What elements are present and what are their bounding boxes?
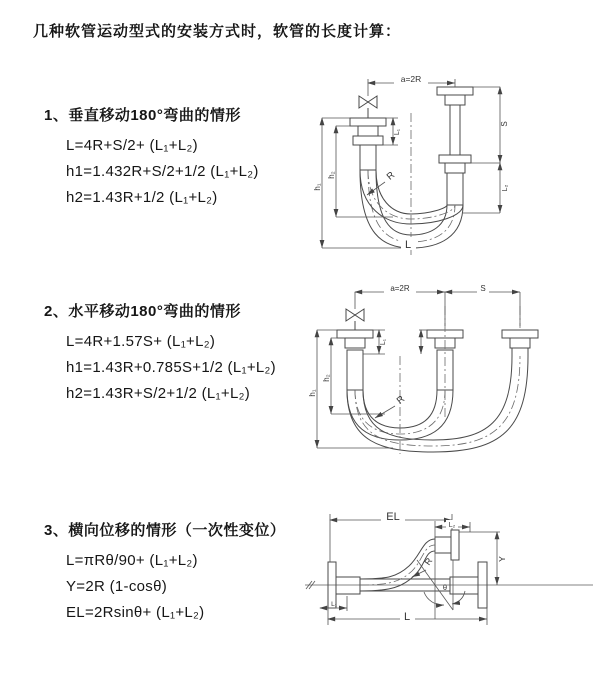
hose-u-bend — [360, 170, 463, 248]
dim-label-l2: L₂ — [448, 522, 456, 529]
formula-h2: h2=1.43R+S/2+1/2 (L₁+L₂) — [66, 385, 251, 402]
dim-tick-middle — [419, 330, 427, 354]
page-title: 几种软管运动型式的安装方式时，软管的长度计算： — [33, 23, 402, 40]
dim-l1 — [320, 596, 347, 611]
dim-l1 — [376, 118, 401, 145]
dim-label-l2: L₂ — [502, 184, 509, 192]
dim-l2 — [463, 163, 509, 213]
dim-el — [330, 510, 452, 562]
formula-length: L=πRθ/90+ (L₁+L₂) — [66, 552, 198, 569]
formula-h2: h2=1.43R+1/2 (L₁+L₂) — [66, 189, 218, 206]
left-pipe-assembly — [337, 330, 373, 390]
formula-y: Y=2R (1-cosθ) — [66, 578, 168, 595]
radius-label: R — [422, 555, 435, 568]
dim-label-a2r: a=2R — [390, 284, 410, 293]
dim-label-s: S — [500, 121, 509, 127]
section-1-heading: 1、垂直移动180°弯曲的情形 — [44, 107, 241, 124]
dim-label-s: S — [480, 284, 486, 293]
section-horizontal-movement — [44, 300, 276, 407]
dim-label-h1: h₁ — [308, 389, 317, 397]
dim-h2 — [322, 338, 385, 414]
formula-el: EL=2Rsinθ+ (L₁+L₂) — [66, 604, 205, 621]
section-vertical-movement — [44, 104, 259, 211]
section-2-heading: 2、水平移动180°弯曲的情形 — [44, 303, 241, 320]
valve-icon — [359, 96, 377, 118]
diagram-lateral-displacement — [295, 498, 600, 653]
section-2-formulas — [44, 329, 276, 407]
section-1-formulas — [44, 133, 259, 211]
dim-label-h1: h₁ — [313, 183, 322, 191]
moved-pipe-assembly — [502, 330, 538, 356]
valve-icon — [346, 309, 364, 330]
diagram-horizontal-180-bend — [293, 278, 600, 458]
dim-s — [445, 284, 520, 326]
diagram-vertical-180-bend — [295, 65, 595, 260]
dim-label-h2: h₂ — [327, 171, 336, 179]
dim-label-y: Y — [497, 556, 507, 562]
dim-label-l1: L₁ — [331, 601, 337, 608]
section-3-formulas — [44, 548, 285, 626]
dim-label-a2r: a=2R — [400, 74, 422, 84]
dim-l1 — [363, 330, 387, 354]
dim-label-el: EL — [386, 511, 400, 523]
angle-label: θ — [442, 583, 448, 592]
hose-s-curve — [360, 539, 435, 591]
upper-flange-assembly — [435, 530, 459, 560]
radius-label: R — [384, 169, 398, 183]
right-pipe-assembly — [437, 87, 473, 205]
formula-length: L=4R+S/2+ (L₁+L₂) — [66, 137, 198, 154]
dim-label-l1: L₁ — [380, 338, 387, 346]
formula-h1: h1=1.43R+0.785S+1/2 (L₁+L₂) — [66, 359, 276, 376]
length-label: L — [404, 239, 412, 251]
section-3-heading: 3、横向位移的情形（一次性变位） — [44, 522, 286, 539]
dim-label-h2: h₂ — [322, 374, 331, 382]
formula-length: L=4R+1.57S+ (L₁+L₂) — [66, 333, 216, 350]
dim-s — [471, 87, 509, 163]
dim-l — [328, 608, 487, 625]
dim-label-l: L — [403, 611, 411, 623]
radius-label: R — [394, 393, 408, 407]
length-label-group — [401, 237, 416, 251]
axis-center-line — [305, 581, 593, 589]
dim-label-l1: L₁ — [394, 128, 401, 136]
dim-a2r — [355, 284, 445, 326]
dim-a2r — [368, 74, 455, 96]
formula-h1: h1=1.432R+S/2+1/2 (L₁+L₂) — [66, 163, 259, 180]
section-lateral-displacement — [44, 519, 285, 626]
